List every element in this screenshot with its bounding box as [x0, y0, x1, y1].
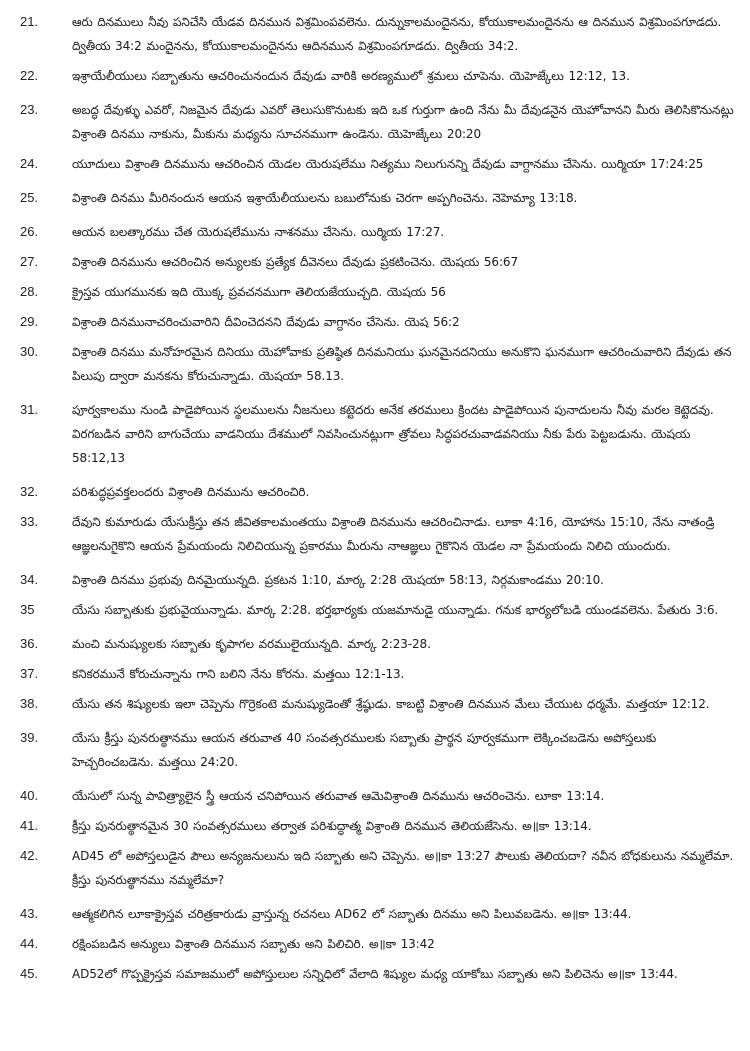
item-number: 38.	[20, 696, 39, 711]
item-number: 31.	[20, 402, 39, 417]
item-text: రక్షింపబడిన అన్యులు విశ్రాంతి దినమున సబ్బాతు అని పిలిచిరి. అ॥కా 13:42	[72, 937, 435, 951]
item-text: దేవుని కుమారుడు యేసుక్రీస్తు తన జీవితకాలమంతయు విశ్రాంతి దినమును ఆచరించినాడు. లూకా 4:16, యోహాను 15:10, నేను నాతండ్రి ఆజ్ఞలనుగైకొని ఆయన ప్రేమయందు నిలిచియున్న ప్రకారము మీరును నాఆజ్ఞలు గైకొనిన యెడల నా ప్రేమయందు నిలిచి యుందురు.	[72, 515, 715, 553]
list-item	[0, 784, 750, 808]
item-text: యేసు క్రీస్తు పునరుత్థానము ఆయన తరువాత 40 సంవత్సరములకు సబ్బాతు ప్రార్థన పూర్వకముగా లెక్కించబడెను అపోస్తలుకు హెచ్చరించబడెను. మత్తయి 24:20.	[72, 731, 657, 769]
item-number: 33.	[20, 514, 39, 529]
item-text: యేసు తన శిష్యులకు ఇలా చెప్పెను గొర్రెకంటె మనుష్యుడెంతో శ్రేష్ఠుడు. కాబట్టి విశ్రాంతి దినమున మేలు చేయుట ధర్మమే. మత్తయా 12:12.	[72, 697, 710, 711]
item-number: 27.	[20, 254, 39, 269]
item-number: 44.	[20, 936, 39, 951]
list-item	[0, 568, 750, 592]
item-text: యూదులు విశ్రాంతి దినమును ఆచరించిన యెడల యెరుషలేము నిత్యము నిలుగునన్ని దేవుడు వాగ్దానము చేసెను. యిర్మియా 17:24:25	[72, 157, 704, 171]
item-text: పరిశుద్ధప్రవక్తలందరు విశ్రాంతి దినమును ఆచరించిరి.	[72, 485, 310, 499]
list-item	[0, 152, 750, 176]
item-text: యేసు సబ్బాతుకు ప్రభువైయున్నాడు. మార్క 2:28. భర్తభార్యకు యజమానుడై యున్నాడు. గనుక భార్యలోబడి యుండవలెను. పేతురు 3:6.	[72, 603, 719, 617]
list-item	[0, 250, 750, 274]
item-text: అబద్ధ దేవుళ్ళు ఎవరో, నిజమైన దేవుడు ఎవరో తెలుసుకొనుటకు ఇది ఒక గుర్తుగా ఉంది నేను మీ దేవుడనైన యెహోవానని మీరు తెలిసికొనునట్లు విశ్రాంతి దినము నాకును, మీకును మధ్యను సూచనముగా ఉండెను. యెహెజ్కేలు 20:20	[72, 103, 734, 141]
item-number: 28.	[20, 284, 39, 299]
list-item	[0, 310, 750, 334]
list-item	[0, 220, 750, 244]
item-number: 25.	[20, 190, 39, 205]
item-number: 30.	[20, 344, 39, 359]
list-item	[0, 340, 750, 388]
list-item	[0, 726, 750, 774]
list-item	[0, 480, 750, 504]
item-text: ఇశ్రాయేలీయులు సబ్బాతును ఆచరించునందున దేవుడు వారికి అరణ్యములో శ్రమలు చూపెను. యెహెజ్కేలు 12:12, 13.	[72, 69, 630, 83]
item-number: 35	[20, 602, 35, 617]
item-text: విశ్రాంతి దినము మీరినందున ఆయన ఇశ్రాయేలీయులను బబులోనుకు చెరగా అప్పగించెను. నెహెమ్యా 13:18.	[72, 191, 578, 205]
item-text: విశ్రాంతి దినము ప్రభువు దినమైయున్నది. ప్రకటన 1:10, మార్క 2:28 యెషయా 58:13, నిర్గమకాండము 20:10.	[72, 573, 604, 587]
item-text: ఆత్మకలిగిన లూకాక్రైస్తవ చరిత్రకారుడు వ్రాస్తున్న రచనలు AD62 లో సబ్బాతు దినము అని పిలువబడెను. అ॥కా 13:44.	[72, 907, 632, 921]
item-text: AD52లో గొప్పక్రైస్తవ సమాజములో అపోస్తులుల సన్నిధిలో వేలాది శిష్యుల మధ్య యాకోబు సబ్బాతు అని పిలిచెను అ॥కా 13:44.	[72, 967, 678, 981]
item-number: 42.	[20, 848, 39, 863]
list-item	[0, 510, 750, 558]
item-number: 37.	[20, 666, 39, 681]
item-number: 41.	[20, 818, 39, 833]
item-number: 43.	[20, 906, 39, 921]
list-item	[0, 932, 750, 956]
list-item	[0, 844, 750, 892]
item-number: 21.	[20, 14, 39, 29]
list-item	[0, 814, 750, 838]
list-item	[0, 692, 750, 716]
item-number: 36.	[20, 636, 39, 651]
item-number: 32.	[20, 484, 39, 499]
list-item	[0, 10, 750, 58]
item-number: 22.	[20, 68, 39, 83]
item-number: 29.	[20, 314, 39, 329]
list-item	[0, 598, 750, 622]
item-number: 39.	[20, 730, 39, 745]
list-item	[0, 186, 750, 210]
list-item	[0, 902, 750, 926]
list-item	[0, 632, 750, 656]
item-text: ఆరు దినములు నీవు పనిచేసి యేడవ దినమున విశ్రమింపవలెను. దున్నుకాలమందైనను, కోయుకాలమందైనను ఆ దినమున విశ్రమింపగూడదు. ద్వితీయ 34:2 మందైనను, కోయుకాలమందైనను ఆదినమున విశ్రమింపగూడదు. ద్వితీయ 34:2.	[72, 15, 722, 53]
item-number: 23.	[20, 102, 39, 117]
list-item	[0, 98, 750, 146]
item-number: 40.	[20, 788, 39, 803]
list-item	[0, 280, 750, 304]
item-text: AD45 లో అపోస్తలుడైన పౌలు అన్యజనులును ఇది సబ్బాతు అని చెప్పెను. అ॥కా 13:27 పౌలుకు తెలియదా? నవీన బోధకులును నమ్మలేమా. క్రీస్తు పునరుత్థానము నమ్మలేమా?	[72, 849, 734, 887]
item-text: యేసులో సున్న పావిత్ర్యాలైన స్త్రీ ఆయన చనిపోయిన తరువాత ఆమెవిశ్రాంతి దినమును ఆచరించెను. లూకా 13:14.	[72, 789, 605, 803]
list-item	[0, 64, 750, 88]
list-item	[0, 962, 750, 986]
item-text: మంచి మనుష్యులకు సబ్బాతు కృపాగల వరములైయున్నది. మార్క 2:23-28.	[72, 637, 431, 651]
item-text: క్రైస్తవ యుగమునకు ఇది యొక్క ప్రవచనముగా తెలియజేయుచ్చది. యెషయ 56	[72, 285, 446, 299]
item-text: విశ్రాంతి దినమును ఆచరించిన అన్యులకు ప్రత్యేక దీవెనలు దేవుడు ప్రకటించెను. యెషయ 56:67	[72, 255, 518, 269]
item-text: క్రీస్తు పునరుత్థానమైన 30 సంవత్సరములు తర్వాత పరిశుద్ధాత్మ విశ్రాంతి దినమున తెలియజేసెను. అ॥కా 13:14.	[72, 819, 592, 833]
item-text: విశ్రాంతి దినము మనోహరమైన దినియు యెహోవాకు ప్రతిష్ఠిత దినమనియు ఘనమైనదనియు అనుకొని ఘనముగా ఆచరించువారిని దేవుడు తన పిలుపు ద్వారా మనకను కోరుచున్నాడు. యెషయా 58.13.	[72, 345, 732, 383]
item-number: 24.	[20, 156, 39, 171]
item-number: 45.	[20, 966, 39, 981]
item-number: 26.	[20, 224, 39, 239]
item-text: ఆయన బలత్కారము చేత యెరుషలేమును నాశనము చేసెను. యిర్మియ 17:27.	[72, 225, 444, 239]
item-text: పూర్వకాలము నుండి పాడైపోయిన స్థలములను నీజనులు కట్టెదరు అనేక తరములు క్రిందట పాడైపోయిన పునాదులను నీవు మరల కెట్టెదవు. విరగబడిన వారిని బాగుచేయు వాడనియు దేశములో నివసించునట్లుగా త్రోవలు సిద్ధపరచువాడవనియు నీకు పేరు పెట్టబడును. యెషయ 58:12,13	[72, 403, 714, 465]
list-item	[0, 398, 750, 470]
item-text: కనికరమునే కోరుచున్నాను గాని బలిని నేను కోరను. మత్తయి 12:1-13.	[72, 667, 405, 681]
list-item	[0, 662, 750, 686]
item-text: విశ్రాంతి దినమునాచరించువారిని దీవించెదనని దేవుడు వాగ్దానం చేసెను. యెష 56:2	[72, 315, 460, 329]
item-number: 34.	[20, 572, 39, 587]
document-page	[0, 10, 750, 992]
